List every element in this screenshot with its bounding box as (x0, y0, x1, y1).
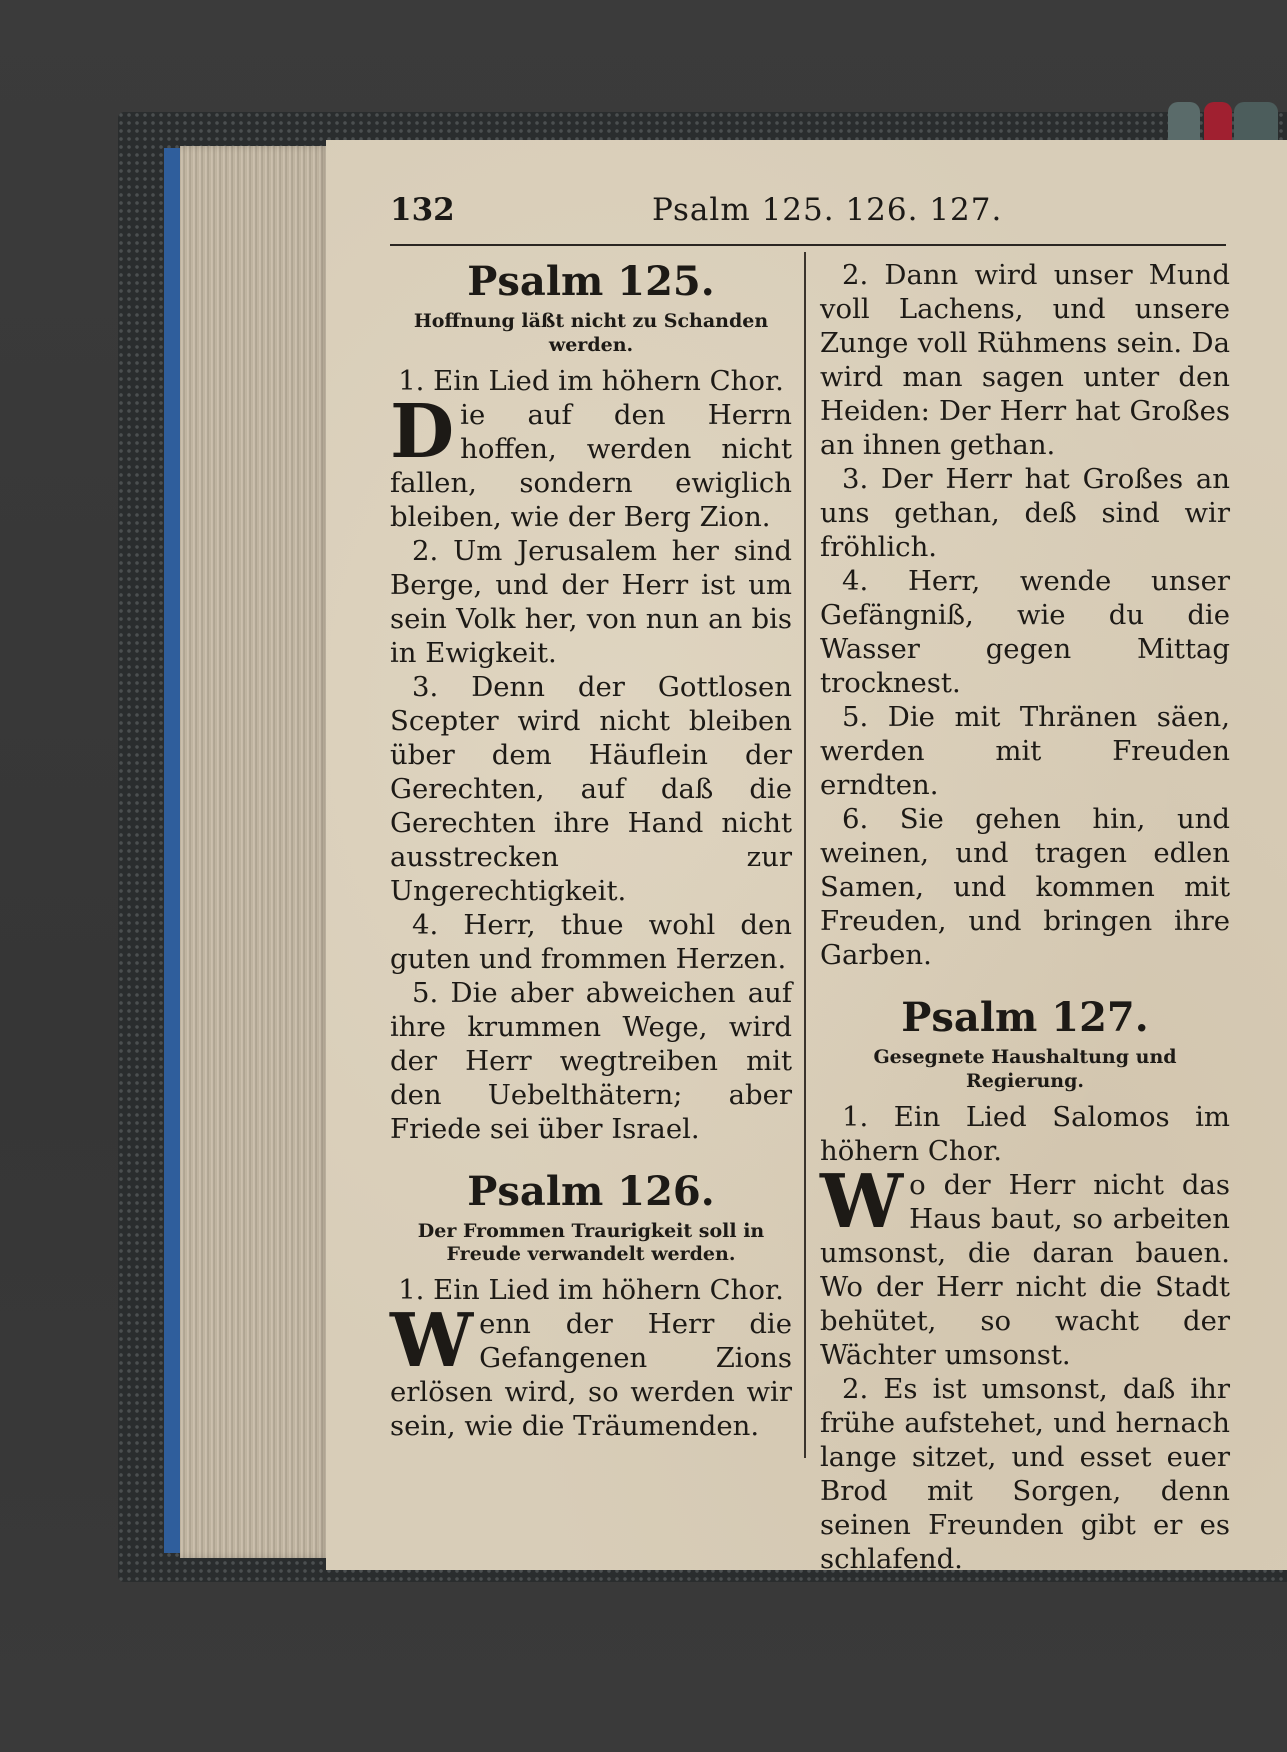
page-header (390, 192, 1226, 236)
psalm-126-verse-6: 6. Sie gehen hin, und weinen, und tragen edlen Samen, und kommen mit Freuden, und bringen ihre Garben. (820, 803, 1230, 971)
left-column (390, 258, 792, 1443)
ribbon-red (1204, 102, 1232, 142)
ribbon-grey-2 (1234, 102, 1278, 142)
spacer (820, 972, 1230, 994)
verse-text: o der Herr nicht das Haus baut, so arbeiten umsonst, die daran bauen. Wo der Herr nicht die Stadt behütet, so wacht der Wächter umsonst. (820, 1168, 1230, 1371)
psalm-126-subtitle: Der Frommen Traurigkeit soll in Freude verwandelt werden. (417, 1219, 765, 1266)
spacer (390, 1146, 792, 1168)
psalm-125-verse-1-intro: 1. Ein Lied im höhern Chor. (398, 364, 784, 397)
header-rule (390, 244, 1226, 246)
bookmark-ribbons (1168, 96, 1287, 146)
psalm-125-verse-1 (390, 388, 792, 534)
page-number: 132 (390, 192, 455, 228)
right-column (820, 258, 1230, 1576)
psalm-125-verse-4: 4. Herr, thue wohl den guten und frommen Herzen. (390, 908, 792, 975)
psalm-127-verse-1 (820, 1158, 1230, 1372)
psalm-127-verse-1-intro: 1. Ein Lied Salomos im höhern Chor. (820, 1100, 1230, 1167)
psalm-126-verse-3: 3. Der Herr hat Großes an uns gethan, deß sind wir fröhlich. (820, 463, 1230, 563)
column-rule (804, 252, 806, 1458)
page-edges (180, 146, 330, 1558)
dropcap: W (390, 1298, 474, 1384)
running-title: Psalm 125. 126. 127. (652, 192, 1003, 228)
psalm-125-verse-2: 2. Um Jerusalem her sind Berge, und der Herr ist um sein Volk her, von nun an bis in Ewigkeit. (390, 534, 792, 669)
psalm-126-verse-5: 5. Die mit Thränen säen, werden mit Freuden erndten. (820, 701, 1230, 801)
psalm-126-verse-1-intro: 1. Ein Lied im höhern Chor. (398, 1274, 784, 1306)
dropcap: W (820, 1158, 904, 1245)
dropcap: D (390, 388, 455, 475)
psalm-125-verse-3: 3. Denn der Gottlosen Scepter wird nicht bleiben über dem Häuflein der Gerechten, auf daß die Gerechten ihre Hand nicht ausstrecken zur Ungerechtigkeit. (390, 670, 792, 907)
verse-text: ie auf den Herrn hoffen, werden nicht fallen, sondern ewiglich bleiben, wie der Berg Zion. (390, 398, 792, 533)
psalm-125-subtitle: Hoffnung läßt nicht zu Schanden werden. (413, 310, 769, 356)
verse-text: enn der Herr die Gefangenen Zions erlösen wird, so werden wir sein, wie die Träumenden. (390, 1308, 792, 1442)
psalm-125-verse-5: 5. Die aber abweichen auf ihre krummen Wege, wird der Herr wegtreiben mit den Uebelthätern; aber Friede sei über Israel. (390, 976, 792, 1145)
psalm-126-verse-4: 4. Herr, wende unser Gefängniß, wie du die Wasser gegen Mittag trocknest. (820, 565, 1230, 699)
ribbon-grey (1168, 102, 1200, 142)
psalm-126-verse-1 (390, 1298, 792, 1443)
psalm-127-subtitle: Gesegnete Haushaltung und Regierung. (873, 1046, 1177, 1092)
psalm-126-verse-2: 2. Dann wird unser Mund voll Lachens, und unsere Zunge voll Rühmens sein. Da wird man sagen unter den Heiden: Der Herr hat Großes an ihnen gethan. (820, 259, 1230, 461)
psalm-125-heading: Psalm 125. (467, 258, 715, 305)
psalm-127-verse-2: 2. Es ist umsonst, daß ihr frühe aufstehet, und hernach lange sitzet, und esset euer Brod mit Sorgen, denn seinen Freunden gibt er es schlafend. (820, 1372, 1230, 1575)
psalm-127-heading: Psalm 127. (901, 994, 1149, 1041)
psalm-126-heading: Psalm 126. (467, 1167, 715, 1215)
